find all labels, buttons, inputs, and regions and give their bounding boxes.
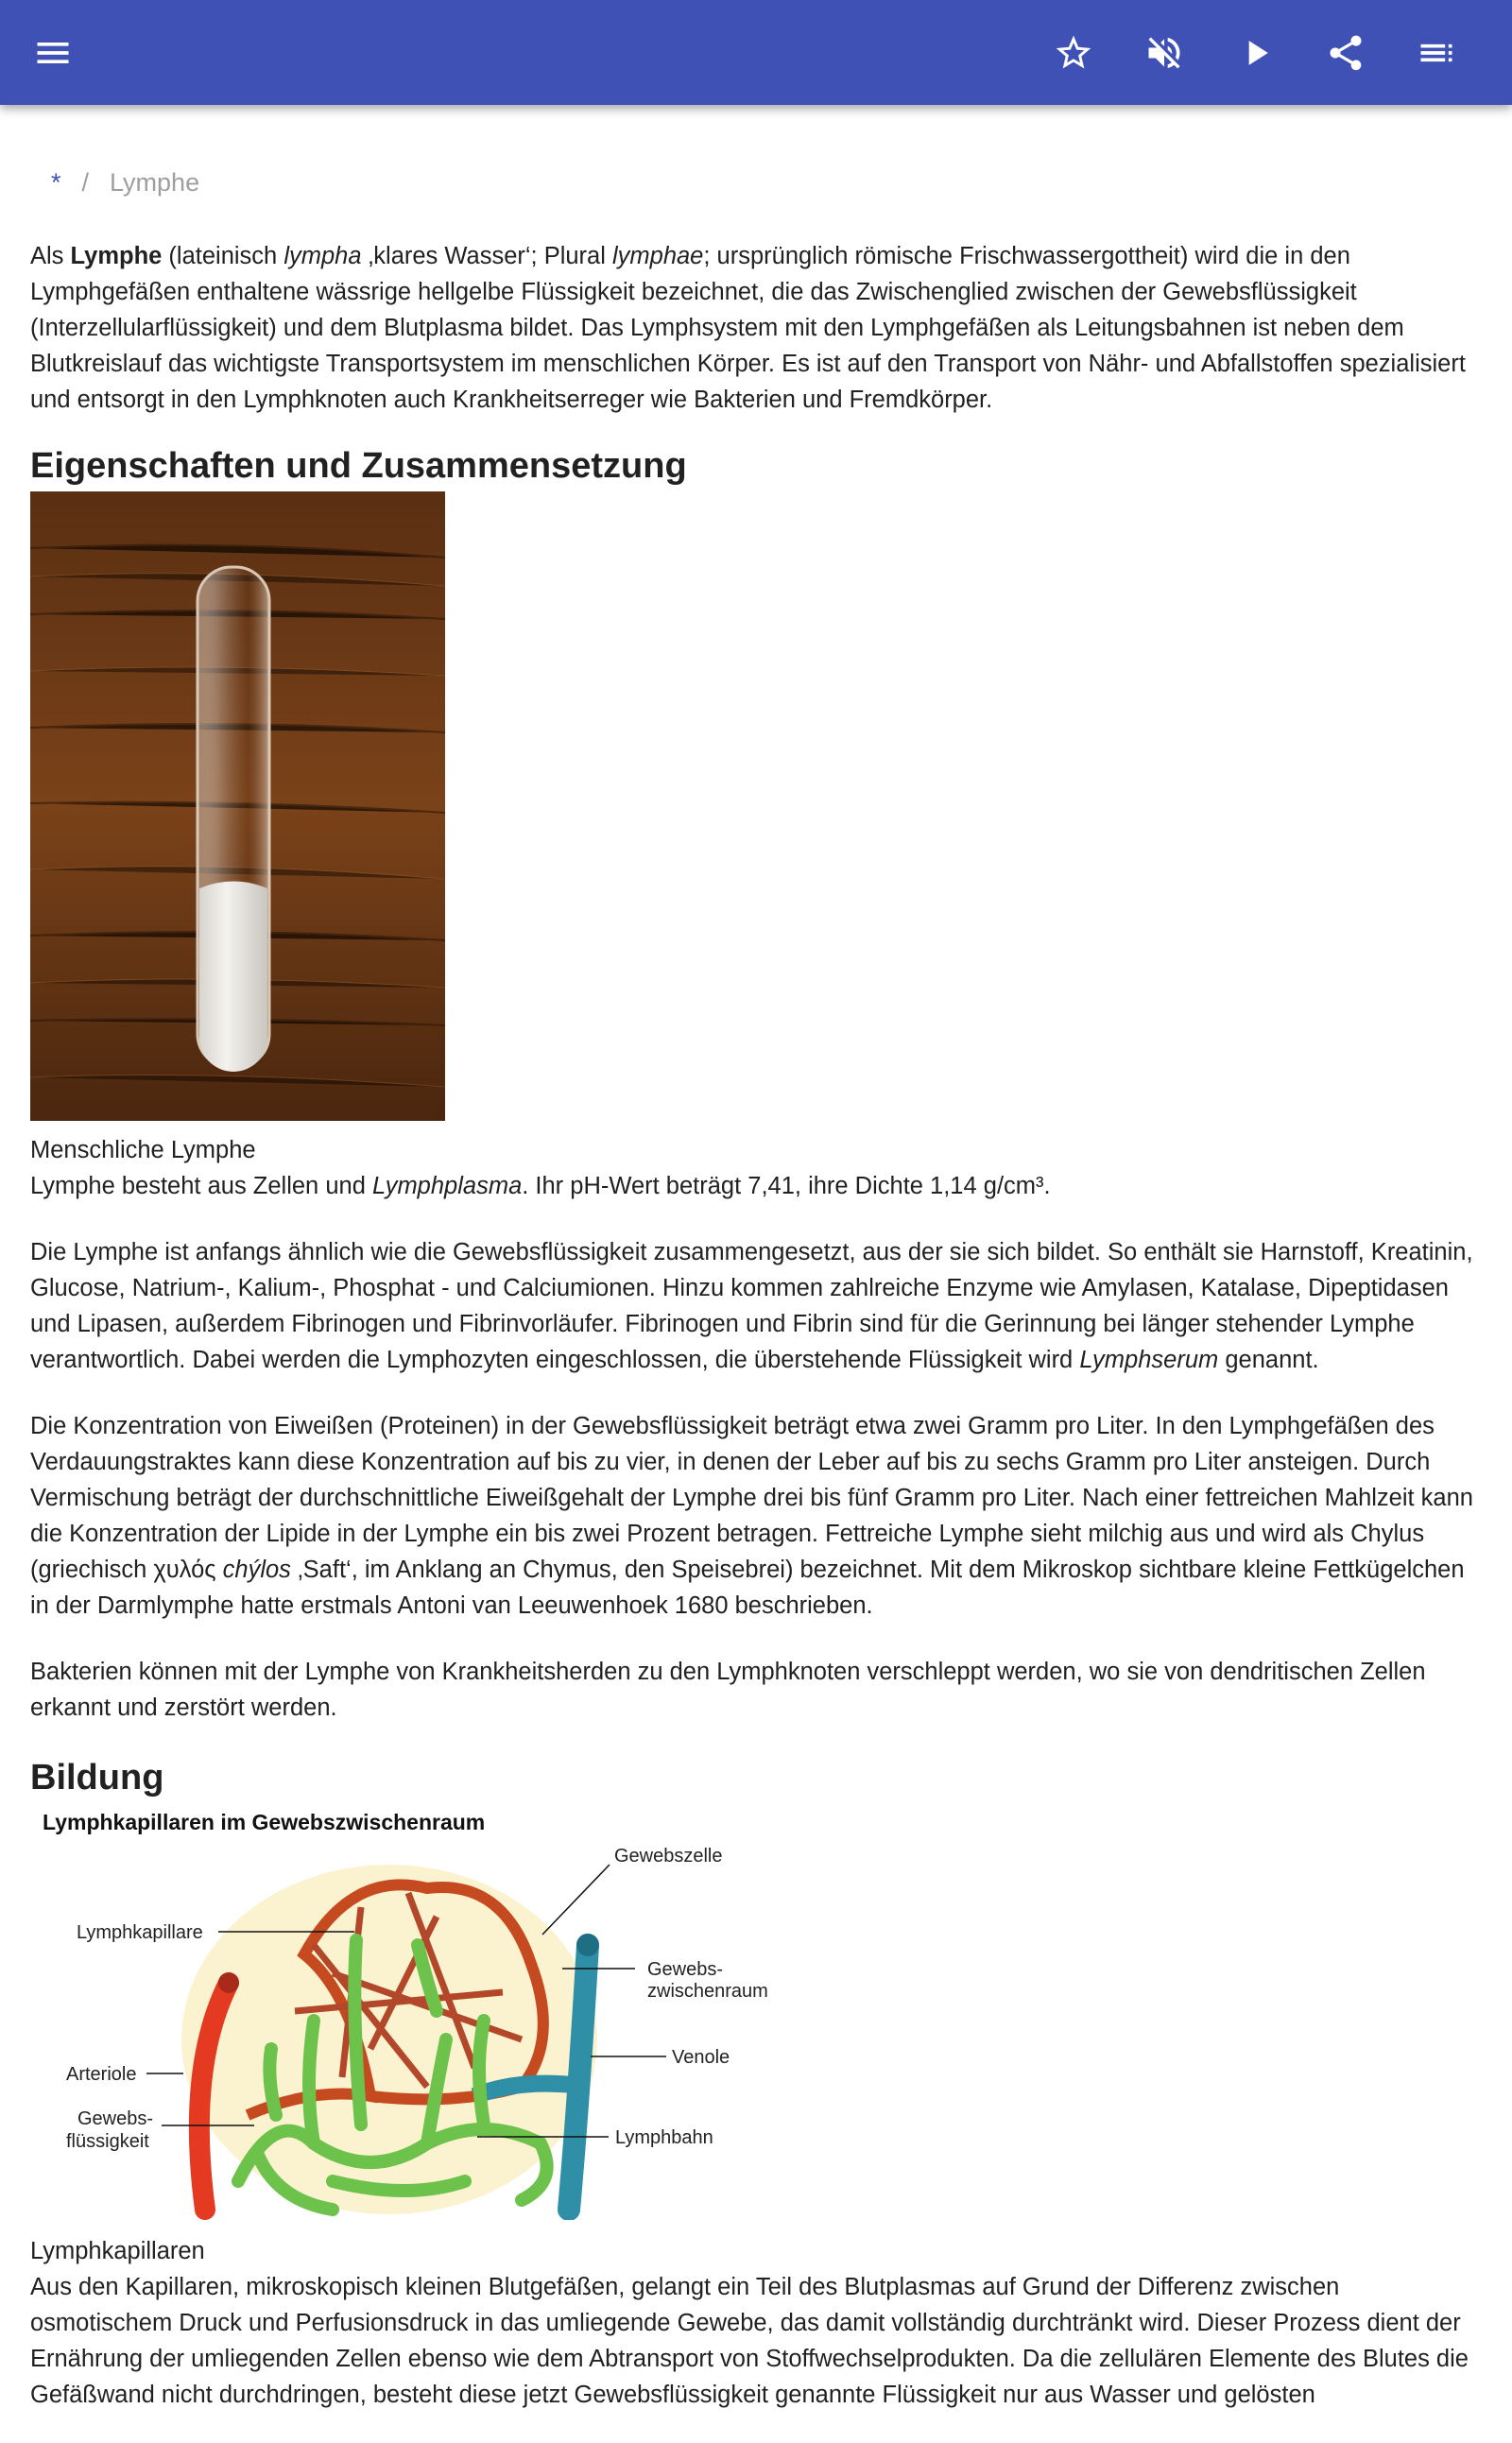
text: ; ursprünglich römische Frischwassergottheit) wird die in den Lymphgefäßen enthaltene wässrige hellgelbe Flüssigkeit bezeichnet, die das Zwischenglied zwischen der Gewebsflüssigkeit (Interzellularflüssigkeit) und dem Blutplasma bildet. Das Lymphsystem mit den Lymphgefäßen als Leitungsbahnen ist neben dem Blutkreislauf das wichtigste Transportsystem im menschlichen Körper. Es ist auf den Transport von Nähr- und Abfallstoffen spezialisiert und entsorgt in den Lymphknoten auch Krankheitserreger wie Bakterien und Fremdkörper. <box>30 243 1466 413</box>
text: Die Lymphe ist anfangs ähnlich wie die Gewebsflüssigkeit zusammengesetzt, aus der sie sich bildet. So enthält sie Harnstoff, Kreatinin, Glucose, Natrium-, Kalium-, Phosphat - und Calciumionen. Hinzu kommen zahlreiche Enzyme wie Amylasen, Katalase, Dipeptidasen und Lipasen, außerdem Fibrinogen und Fibrinvorläufer. Fibrinogen und Fibrin sind für die Gerinnung bei länger stehender Lymphe verantwortlich. Dabei werden die Lymphozyten eingeschlossen, die überstehende Flüssigkeit wird <box>30 1239 1473 1373</box>
label-gewebs: Gewebs- <box>647 1959 724 1980</box>
breadcrumb <box>51 168 199 198</box>
image-caption: Menschliche Lymphe <box>30 1137 256 1163</box>
text: ‚klares Wasser‘; Plural <box>361 243 612 269</box>
menu-icon[interactable] <box>29 29 77 77</box>
label-gewebs: Gewebs- <box>77 2108 154 2129</box>
image-caption: Lymphkapillaren <box>30 2238 205 2264</box>
label-venole: Venole <box>672 2047 730 2068</box>
breadcrumb-current: Lymphe <box>110 168 200 197</box>
star-icon[interactable] <box>1050 29 1097 77</box>
label-zwischenraum: zwischenraum <box>647 1981 768 2002</box>
section-heading: Bildung <box>30 1758 164 1798</box>
term-italic: chýlos <box>222 1557 291 1583</box>
label-gewebszelle: Gewebszelle <box>614 1846 723 1867</box>
volume-off-icon[interactable] <box>1141 29 1188 77</box>
intro-paragraph <box>30 238 1486 418</box>
text: Die Konzentration von Eiweißen (Proteinen) in der Gewebsflüssigkeit beträgt etwa zwei Gramm pro Liter. In den Lymphgefäßen des Verdauungstraktes kann diese Konzentration auf bis zu vier, in denen der Leber auf bis zu sechs Gramm pro Liter ansteigen. Durch Vermischung beträgt der durchschnittliche Eiweißgehalt der Lymphe drei bis fünf Gramm pro Liter. Nach einer fettreichen Mahlzeit kann die Konzentration der Lipide in der Lymphe ein bis zwei Prozent betragen. Fettreiche Lymphe sieht milchig aus und wird als Chylus (griechisch χυλός <box>30 1413 1473 1583</box>
breadcrumb-home[interactable]: * <box>51 168 61 197</box>
paragraph <box>30 1408 1486 1624</box>
term-italic: Lymphserum <box>1079 1347 1219 1373</box>
share-icon[interactable] <box>1322 29 1369 77</box>
term-bold: Lymphe <box>70 243 163 269</box>
lymph-capillaries-diagram[interactable] <box>30 1803 771 2220</box>
text: genannt. <box>1218 1347 1319 1373</box>
label-lymphbahn: Lymphbahn <box>615 2127 713 2148</box>
play-icon[interactable] <box>1232 29 1280 77</box>
lymph-test-tube-image[interactable] <box>30 491 445 1121</box>
label-lymphkapillare: Lymphkapillare <box>77 1922 203 1943</box>
text: Lymphe besteht aus Zellen und <box>30 1173 372 1199</box>
article-content <box>30 238 1486 2443</box>
label-arteriole: Arteriole <box>66 2064 137 2085</box>
paragraph: Bakterien können mit der Lymphe von Krankheitsherden zu den Lymphknoten verschleppt werden, wo sie von dendritischen Zellen erkannt und zerstört werden. <box>30 1659 1426 1721</box>
text: (lateinisch <box>162 243 284 269</box>
text: ‚Saft‘, im Anklang an Chymus, den Speisebrei) bezeichnet. Mit dem Mikroskop sichtbare kleine Fettkügelchen in der Darmlymphe hatte erstmals Antoni van Leeuwenhoek 1680 beschrieben. <box>30 1557 1465 1619</box>
paragraph <box>30 1168 1486 1204</box>
paragraph <box>30 1234 1486 1378</box>
breadcrumb-separator: / <box>81 168 90 197</box>
diagram-title: Lymphkapillaren im Gewebszwischenraum <box>43 1810 486 1834</box>
playlist-icon[interactable] <box>1413 29 1460 77</box>
term-italic: lympha <box>284 243 362 269</box>
label-fluessigkeit: flüssigkeit <box>66 2131 149 2152</box>
section-heading: Eigenschaften und Zusammensetzung <box>30 446 687 486</box>
text: Als <box>30 243 71 269</box>
text: . Ihr pH-Wert beträgt 7,41, ihre Dichte 1,14 g/cm³. <box>522 1173 1051 1199</box>
paragraph: Aus den Kapillaren, mikroskopisch kleinen Blutgefäßen, gelangt ein Teil des Blutplasmas auf Grund der Differenz zwischen osmotischem Druck und Perfusionsdruck in das umliegende Gewebe, das damit vollständig durchtränkt wird. Dieser Prozess dient der Ernährung der umliegenden Zellen ebenso wie dem Abtransport von Stoffwechselprodukten. Da die zellulären Elemente des Blutes die Gefäßwand nicht durchdringen, besteht diese jetzt Gewebsflüssigkeit genannte Flüssigkeit nur aus Wasser und gelösten <box>30 2274 1469 2408</box>
app-toolbar <box>0 0 1512 105</box>
term-italic: Lymphplasma <box>371 1173 523 1199</box>
term-italic: lymphae <box>611 243 704 269</box>
